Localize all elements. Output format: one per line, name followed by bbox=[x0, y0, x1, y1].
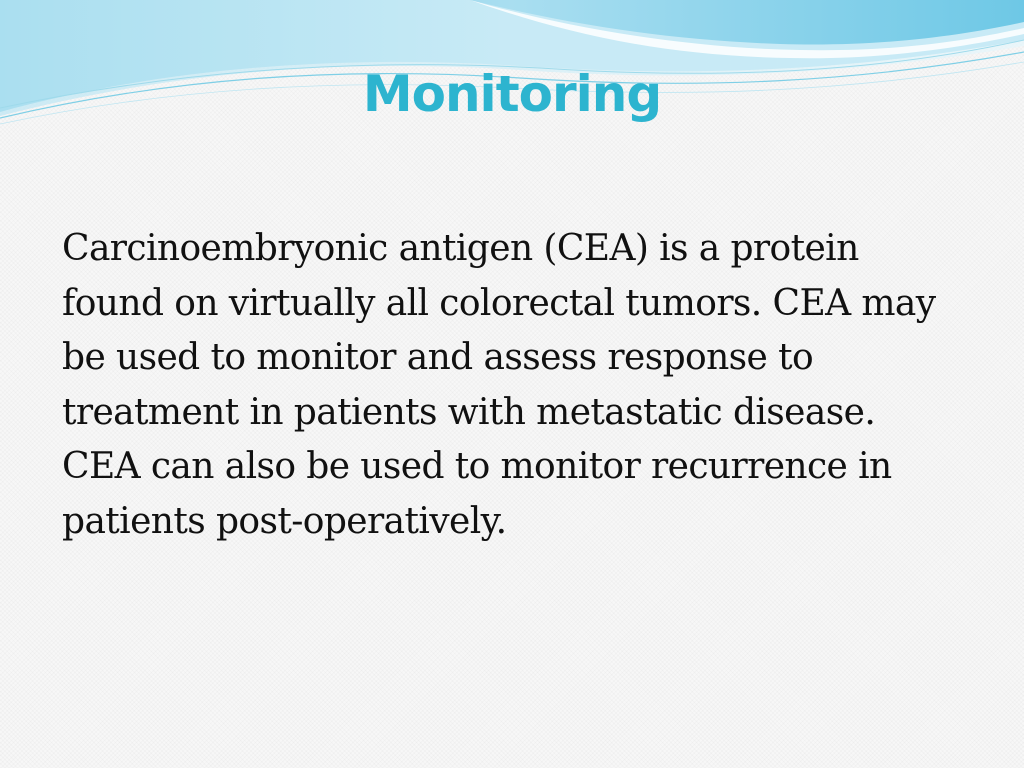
slide-body-text: Carcinoembryonic antigen (CEA) is a protein found on virtually all colorectal tumors. CEA may be used to monitor and assess response to treatment in patients with metastatic disease. CEA can also be used to monitor recurrence in patients post-operatively. bbox=[62, 228, 936, 542]
slide-title: Monitoring bbox=[362, 65, 662, 123]
